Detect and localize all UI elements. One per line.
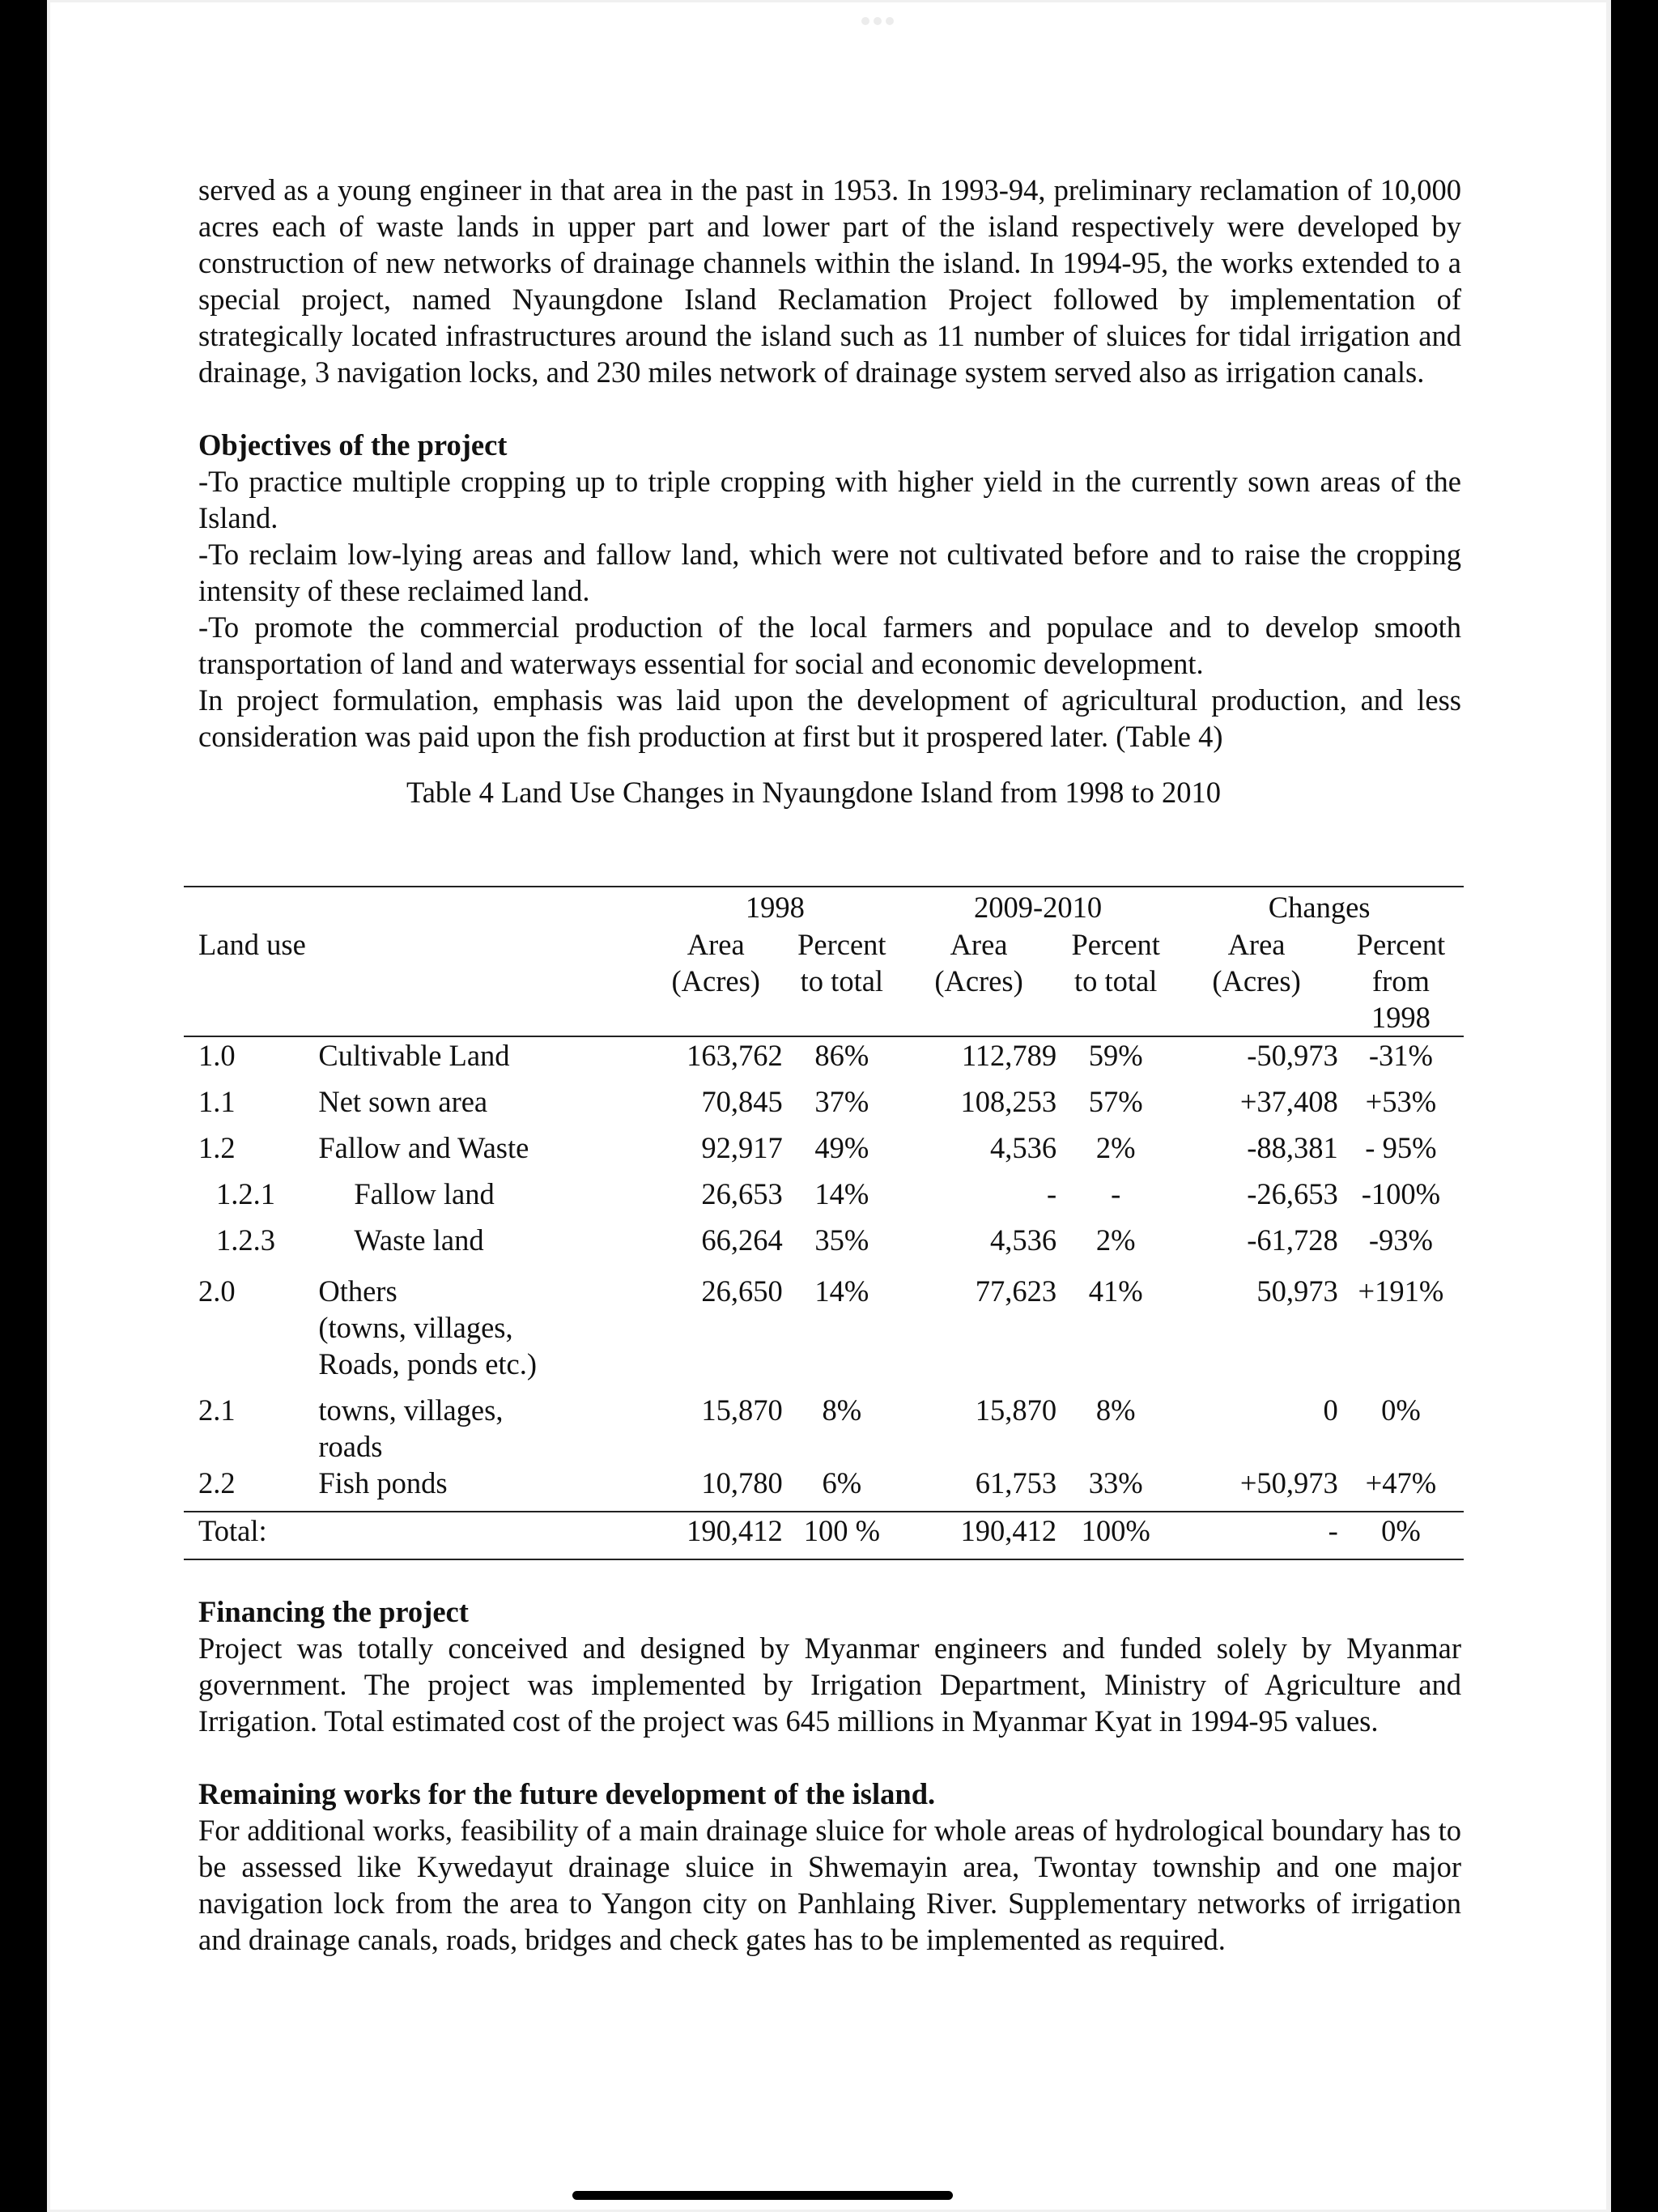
remaining-works-heading: Remaining works for the future development of the island.	[198, 1777, 936, 1810]
home-indicator-bar[interactable]	[572, 2191, 953, 2200]
col-header-area-2010: Area (Acres)	[901, 926, 1056, 1036]
table-row: 2.0 Others (towns, villages, Roads, ponds etc.) 26,650 14% 77,623 41% 50,973 +191%	[198, 1274, 1444, 1380]
financing-body: Project was totally conceived and designed by Myanmar engineers and funded solely by Myanmar government. The project was implemented by Irrigation Department, Ministry of Agriculture and Irrigation. Total estimated cost of the project was 645 millions in Myanmar Kyat in 1994-95 values.	[198, 1631, 1461, 1738]
table-row: 2.2 Fish ponds 10,780 6% 61,753 33% +50,973 +47%	[198, 1466, 1437, 1499]
group-header-2009-2010: 2009-2010	[901, 887, 1175, 926]
table-column-header-row	[184, 926, 1464, 1036]
table-group-header-row	[184, 887, 1464, 926]
col-header-area-change: Area (Acres)	[1175, 926, 1338, 1036]
document-body-lower	[198, 1593, 1461, 1958]
objectives-closing: In project formulation, emphasis was laid upon the development of agricultural production, and less consideration was paid upon the fish production at first but it prospered later. (Table 4)	[198, 683, 1461, 753]
col-header-pct-1998: Percent to total	[783, 926, 901, 1036]
land-use-table	[184, 886, 1464, 1560]
drag-handle-icon[interactable]	[861, 17, 894, 25]
table-total-row: Total: 190,412 100 % 190,412 100% - 0%	[184, 1512, 1464, 1559]
objective-item: -To reclaim low-lying areas and fallow land, which were not cultivated before and to raise the cropping intensity of these reclaimed land.	[198, 538, 1461, 607]
table-row: 1.2.1 Fallow land 26,653 14% - - -26,653 -100%	[216, 1177, 1441, 1210]
col-header-pct-2010: Percent to total	[1056, 926, 1175, 1036]
col-header-pct-from-1998: Percent from 1998	[1338, 926, 1464, 1036]
objective-item: -To promote the commercial production of the local farmers and populace and to develop smooth transportation of land and waterways essential for social and economic development.	[198, 610, 1461, 680]
table-row: 1.0 Cultivable Land 163,762 86% 112,789 59% -50,973 -31%	[198, 1039, 1433, 1072]
intro-paragraph: served as a young engineer in that area in the past in 1953. In 1993-94, preliminary reclamation of 10,000 acres each of waste lands in upper part and lower part of the island respectively were developed by construction of new networks of drainage channels within the island. In 1994-95, the works extended to a special project, named Nyaungdone Island Reclamation Project followed by implementation of strategically located infrastructures around the island such as 11 number of sluices for tidal irrigation and drainage, 3 navigation locks, and 230 miles network of drainage system served also as irrigation canals.	[198, 173, 1461, 389]
table-row: 1.2 Fallow and Waste 92,917 49% 4,536 2% -88,381 - 95%	[198, 1131, 1437, 1164]
land-use-header: Land use	[184, 926, 649, 1036]
table-caption: Table 4 Land Use Changes in Nyaungdone Island from 1998 to 2010	[406, 776, 1222, 809]
remaining-works-body: For additional works, feasibility of a main drainage sluice for whole areas of hydrological boundary has to be assessed like Kywedayut drainage sluice in Shwemayin area, Twontay township and one major navigation lock from the area to Yangon city on Panhlaing River. Supplementary networks of irrigation and drainage canals, roads, bridges and check gates has to be implemented as required.	[198, 1814, 1461, 1956]
financing-heading: Financing the project	[198, 1595, 469, 1628]
table-row: 1.2.3 Waste land 66,264 35% 4,536 2% -61,728 -93%	[216, 1223, 1433, 1257]
col-header-area-1998: Area (Acres)	[649, 926, 783, 1036]
table-row: 2.1 towns, villages, roads 15,870 8% 15,870 8% 0 0%	[198, 1393, 1421, 1463]
group-header-1998: 1998	[649, 887, 901, 926]
objective-item: -To practice multiple cropping up to triple cropping with higher yield in the currently sown areas of the Island.	[198, 465, 1461, 534]
document-body	[198, 172, 1461, 810]
group-header-changes: Changes	[1175, 887, 1464, 926]
objectives-heading: Objectives of the project	[198, 428, 508, 462]
table-row: 1.1 Net sown area 70,845 37% 108,253 57% +37,408 +53%	[198, 1085, 1437, 1118]
